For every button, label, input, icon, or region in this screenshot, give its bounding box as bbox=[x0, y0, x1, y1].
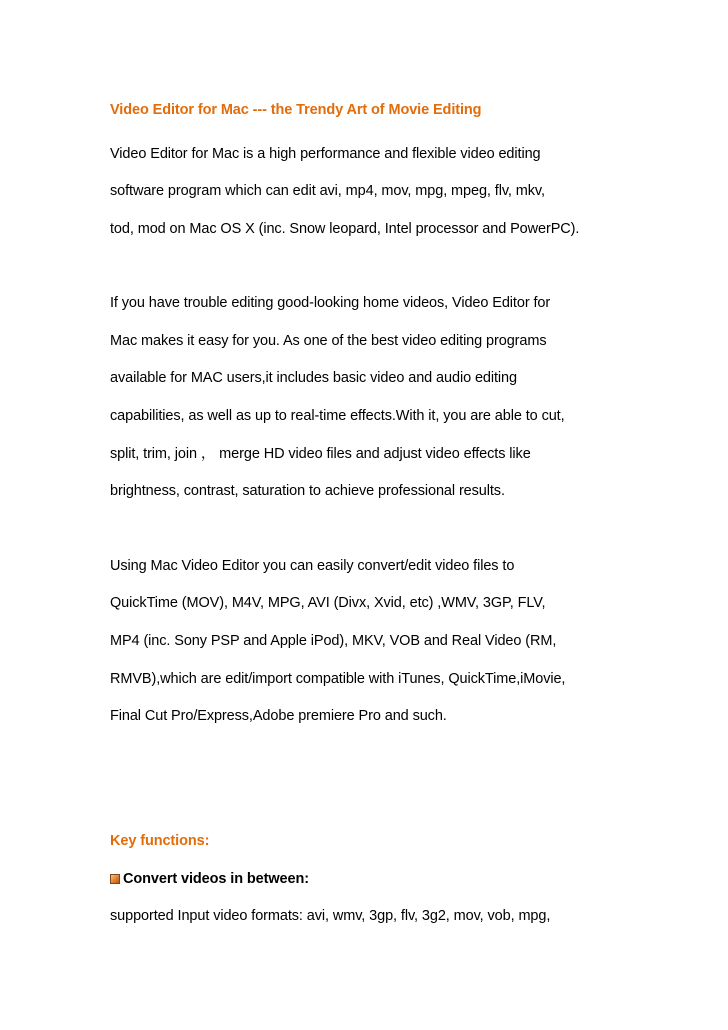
paragraph-line: MP4 (inc. Sony PSP and Apple iPod), MKV, VOB and Real Video (RM, bbox=[110, 633, 557, 649]
bullet-description: supported Input video formats: avi, wmv, 3gp, flv, 3g2, mov, vob, mpg, bbox=[110, 908, 551, 924]
paragraph-line: brightness, contrast, saturation to achieve professional results. bbox=[110, 483, 505, 499]
paragraph-line: Final Cut Pro/Express,Adobe premiere Pro and such. bbox=[110, 708, 447, 724]
paragraph-line: capabilities, as well as up to real-time effects.With it, you are able to cut, bbox=[110, 408, 565, 424]
key-functions-heading: Key functions: bbox=[110, 833, 210, 849]
paragraph-line: Video Editor for Mac is a high performance and flexible video editing bbox=[110, 146, 541, 162]
document-title: Video Editor for Mac --- the Trendy Art of Movie Editing bbox=[110, 102, 482, 118]
paragraph-line: RMVB),which are edit/import compatible with iTunes, QuickTime,iMovie, bbox=[110, 671, 566, 687]
paragraph-line: split, trim, join ， merge HD video files and adjust video effects like bbox=[110, 446, 531, 462]
paragraph-line: QuickTime (MOV), M4V, MPG, AVI (Divx, Xvid, etc) ,WMV, 3GP, FLV, bbox=[110, 595, 546, 611]
bullet-heading: Convert videos in between: bbox=[123, 871, 309, 887]
paragraph-line: If you have trouble editing good-looking home videos, Video Editor for bbox=[110, 295, 551, 311]
bullet-square-icon bbox=[110, 874, 120, 884]
paragraph-line: available for MAC users,it includes basic video and audio editing bbox=[110, 370, 517, 386]
bullet-item bbox=[108, 870, 309, 888]
paragraph-line: software program which can edit avi, mp4, mov, mpg, mpeg, flv, mkv, bbox=[110, 183, 545, 199]
paragraph-line: Using Mac Video Editor you can easily convert/edit video files to bbox=[110, 558, 515, 574]
paragraph-line: tod, mod on Mac OS X (inc. Snow leopard, Intel processor and PowerPC). bbox=[110, 221, 580, 237]
paragraph-line: Mac makes it easy for you. As one of the best video editing programs bbox=[110, 333, 547, 349]
